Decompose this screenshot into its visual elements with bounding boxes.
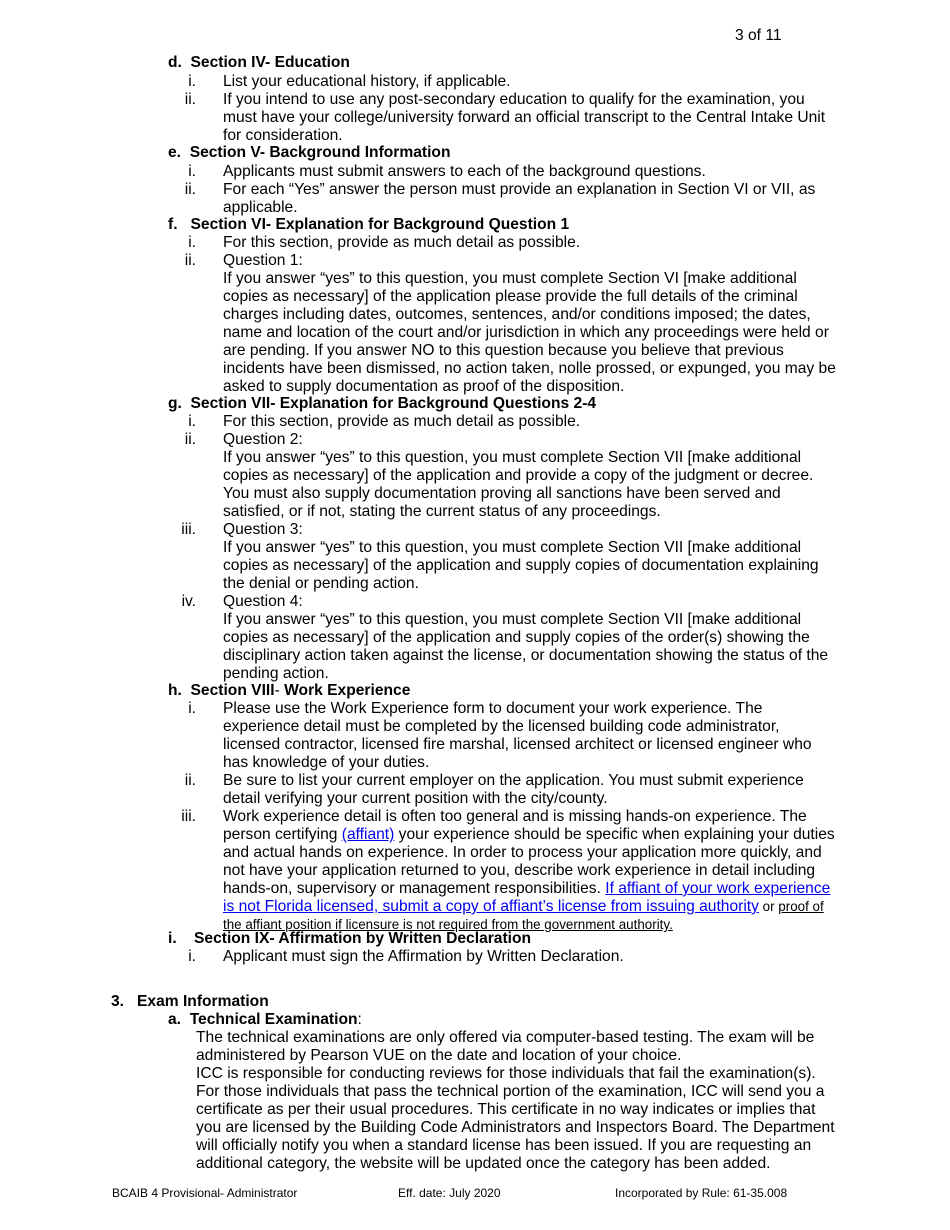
list-text: charges including dates, outcomes, sentences, and/or conditions imposed; the dates,: [223, 306, 811, 323]
list-text: copies as necessary] of the application and supply copies of the order(s) showing the: [223, 629, 810, 646]
list-text-part: proof of: [778, 899, 824, 914]
section-title: Section IX- Affirmation by Written Declaration: [194, 930, 532, 947]
list-text: Work experience detail is often too general and is missing hands-on experience. The: [223, 808, 807, 825]
list-text: If you answer “yes” to this question, you must complete Section VII [make additional: [223, 611, 802, 628]
list-text-part: or: [758, 899, 779, 914]
exam-text: certificate as per their usual procedures. This certificate in no way indicates or implies that: [196, 1101, 816, 1118]
exam-text: For those individuals that pass the technical portion of the examination, ICC will send you a: [196, 1083, 825, 1100]
section-letter: g.: [168, 395, 182, 412]
list-numeral: i.: [188, 163, 196, 180]
list-text: [223, 880, 830, 898]
list-text: copies as necessary] of the application and provide a copy of the judgment or decree.: [223, 467, 814, 484]
list-text: You must also supply documentation proving all sanctions have been served and: [223, 485, 781, 502]
list-text: [223, 898, 824, 916]
exam-text: will officially notify you when a standard license has been issued. If you are requesting an: [196, 1137, 812, 1154]
list-text: Applicant must sign the Affirmation by Written Declaration.: [223, 948, 624, 965]
list-text: incidents have been dismissed, no action taken, nolle prossed, or expunged, you may be: [223, 360, 836, 377]
list-numeral: iii.: [181, 808, 196, 825]
list-numeral: ii.: [184, 252, 196, 269]
exam-text: ICC is responsible for conducting reviews for those individuals that fail the examination(s).: [196, 1065, 816, 1082]
exam-heading: [111, 993, 269, 1011]
list-numeral: ii.: [184, 91, 196, 108]
list-numeral: i.: [188, 73, 196, 90]
exam-subheading: [168, 1011, 362, 1029]
exam-text: you are licensed by the Building Code Administrators and Inspectors Board. The Department: [196, 1119, 835, 1136]
list-numeral: i.: [188, 234, 196, 251]
footer-rule: Incorporated by Rule: 61-35.008: [615, 1186, 788, 1200]
page-number: 3 of 11: [735, 27, 782, 44]
exam-sub-letter: a.: [168, 1011, 182, 1028]
list-numeral: i.: [188, 413, 196, 430]
exam-text: additional category, the website will be updated once the category has been added.: [196, 1155, 771, 1172]
list-numeral: iii.: [181, 521, 196, 538]
list-text: For each “Yes” answer the person must provide an explanation in Section VI or VII, as: [223, 181, 816, 198]
section-title: Work Experience: [284, 682, 411, 699]
list-numeral: i.: [188, 948, 196, 965]
list-text: [223, 826, 835, 844]
list-numeral: iv.: [181, 593, 196, 610]
section-letter: i.: [168, 930, 177, 947]
section-title: Section IV- Education: [190, 54, 350, 71]
affiant-license-link[interactable]: If affiant of your work experience: [605, 880, 831, 897]
affiant-link[interactable]: (affiant): [341, 826, 395, 843]
section-heading-e: [168, 144, 450, 162]
section-heading-g: [168, 395, 596, 413]
list-text: must have your college/university forward an official transcript to the Central Intake Unit: [223, 109, 826, 126]
list-text: the affiant position if licensure is not required from the government authority.: [223, 917, 673, 932]
list-text: Please use the Work Experience form to document your work experience. The: [223, 700, 763, 717]
list-text: Question 2:: [223, 431, 303, 448]
list-text-part: person certifying: [223, 826, 342, 843]
section-heading-h: [168, 682, 410, 700]
list-text: Question 3:: [223, 521, 303, 538]
exam-text: The technical examinations are only offered via computer-based testing. The exam will be: [196, 1029, 815, 1046]
list-text: satisfied, or if not, stating the current status of any proceedings.: [223, 503, 661, 520]
list-text: Applicants must submit answers to each of the background questions.: [223, 163, 706, 180]
list-text: If you answer “yes” to this question, you must complete Section VII [make additional: [223, 449, 802, 466]
section-letter: d.: [168, 54, 182, 71]
section-title: Section VII- Explanation for Background Questions 2-4: [190, 395, 597, 412]
list-text: are pending. If you answer NO to this question because you believe that previous: [223, 342, 784, 359]
list-text: For this section, provide as much detail as possible.: [223, 413, 581, 430]
affiant-license-link-continued[interactable]: is not Florida licensed, submit a copy of affiant’s license from issuing authority: [223, 898, 759, 915]
list-text: asked to supply documentation as proof of the disposition.: [223, 378, 625, 395]
list-numeral: ii.: [184, 431, 196, 448]
list-text: has knowledge of your duties.: [223, 754, 430, 771]
list-text: copies as necessary] of the application please provide the full details of the criminal: [223, 288, 798, 305]
list-numeral: ii.: [184, 772, 196, 789]
list-text: Question 4:: [223, 593, 303, 610]
exam-sub-title: Technical Examination: [189, 1011, 358, 1028]
list-text: List your educational history, if applicable.: [223, 73, 511, 90]
list-text: Question 1:: [223, 252, 303, 269]
list-text: applicable.: [223, 199, 298, 216]
list-text-part: your experience should be specific when explaining your duties: [394, 826, 835, 843]
section-heading-f: [168, 216, 569, 234]
section-letter: e.: [168, 144, 182, 161]
list-text: not have your application returned to you, describe work experience in detail including: [223, 862, 816, 879]
list-text: for consideration.: [223, 127, 343, 144]
footer-effective-date: Eff. date: July 2020: [398, 1186, 501, 1200]
list-text: For this section, provide as much detail as possible.: [223, 234, 581, 251]
footer-form-id: BCAIB 4 Provisional- Administrator: [112, 1186, 298, 1200]
list-text: copies as necessary] of the application and supply copies of documentation explaining: [223, 557, 819, 574]
section-letter: h.: [168, 682, 182, 699]
section-title: Section V- Background Information: [189, 144, 451, 161]
list-text: If you answer “yes” to this question, you must complete Section VI [make additional: [223, 270, 797, 287]
list-text: licensed contractor, licensed fire marshal, licensed architect or licensed engineer who: [223, 736, 812, 753]
list-numeral: i.: [188, 700, 196, 717]
list-text: detail verifying your current position with the city/county.: [223, 790, 608, 807]
section-title: Section VIII: [190, 682, 275, 699]
list-numeral: ii.: [184, 181, 196, 198]
section-heading-d: [168, 54, 350, 72]
list-text: If you intend to use any post-secondary education to qualify for the examination, you: [223, 91, 805, 108]
list-text: If you answer “yes” to this question, you must complete Section VII [make additional: [223, 539, 802, 556]
exam-title: Exam Information: [137, 993, 269, 1010]
exam-text: administered by Pearson VUE on the date and location of your choice.: [196, 1047, 682, 1064]
section-letter: f.: [168, 216, 178, 233]
list-text: Be sure to list your current employer on the application. You must submit experience: [223, 772, 804, 789]
section-heading-i: [168, 930, 531, 948]
list-text: name and location of the court and/or jurisdiction in which any proceedings were held or: [223, 324, 829, 341]
list-text: and actual hands on experience. In order to process your application more quickly, and: [223, 844, 822, 861]
list-text-part: hands-on, supervisory or management responsibilities.: [223, 880, 606, 897]
section-title-dash: -: [274, 682, 285, 699]
exam-sub-colon: :: [357, 1011, 362, 1028]
list-text: pending action.: [223, 665, 329, 682]
exam-number: 3.: [111, 993, 125, 1010]
list-text: the denial or pending action.: [223, 575, 419, 592]
section-title: Section VI- Explanation for Background Question 1: [190, 216, 570, 233]
list-text: experience detail must be completed by the licensed building code administrator,: [223, 718, 780, 735]
list-text: disciplinary action taken against the license, or documentation showing the status of the: [223, 647, 829, 664]
